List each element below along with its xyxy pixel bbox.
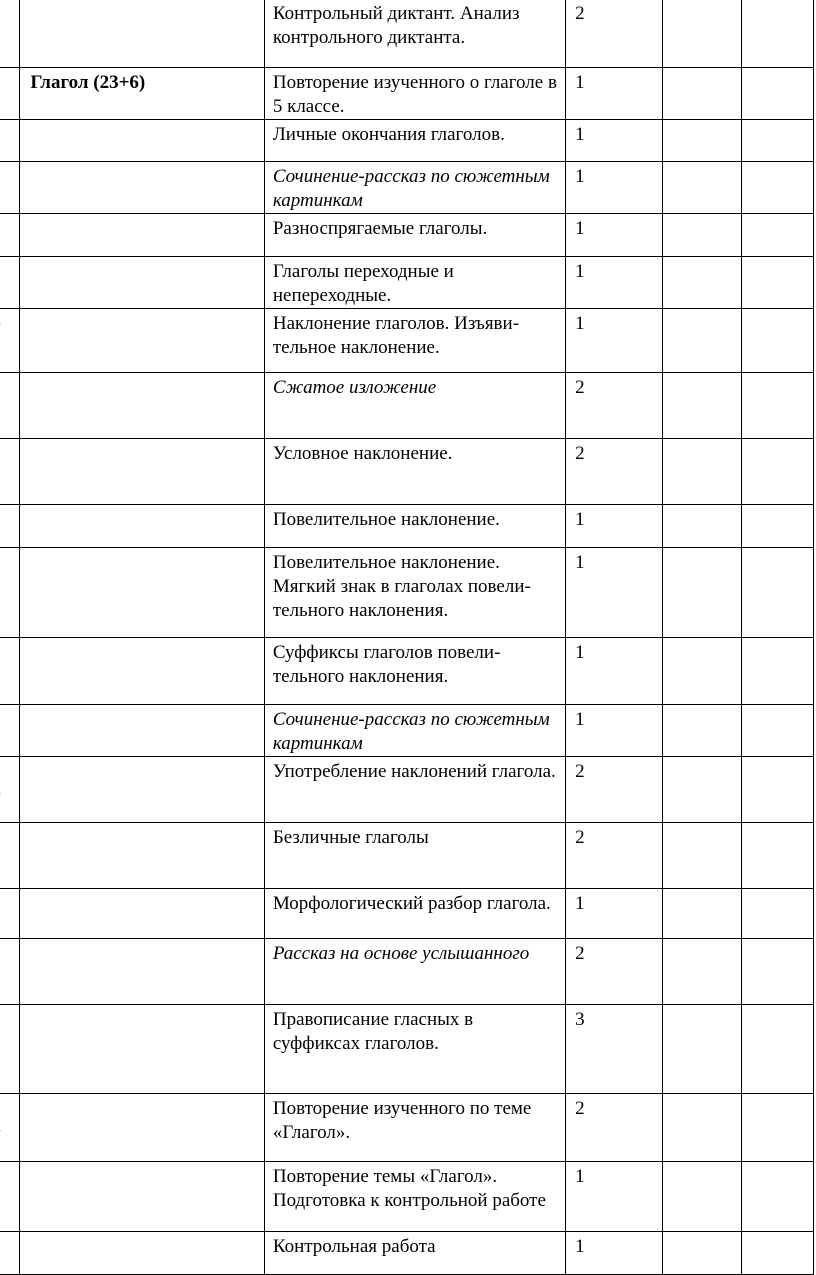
- empty-cell: [663, 373, 742, 439]
- empty-cell: [663, 638, 742, 705]
- lesson-number-cell: [0, 309, 20, 373]
- hours-cell: 1: [566, 162, 663, 214]
- section-cell: [20, 1232, 265, 1275]
- table-row: [0, 705, 814, 757]
- lesson-number-cell: [0, 1232, 20, 1275]
- empty-cell: [742, 889, 814, 939]
- lesson-number-cell: [0, 638, 20, 705]
- table-row: [0, 889, 814, 939]
- hours-cell: 2: [566, 757, 663, 823]
- topic-cell: Глаголы переходные и непереходные.: [264, 257, 565, 309]
- lesson-number-cell: [0, 68, 20, 120]
- empty-cell: [663, 939, 742, 1005]
- hours-cell: 1: [566, 68, 663, 120]
- lesson-number-cell: [0, 1005, 20, 1094]
- section-cell: [20, 1005, 265, 1094]
- lesson-number-cell: [0, 939, 20, 1005]
- empty-cell: [663, 548, 742, 638]
- topic-cell: Сочинение-рассказ по сюжетным картинкам: [264, 162, 565, 214]
- section-cell: [20, 162, 265, 214]
- empty-cell: [742, 1162, 814, 1232]
- empty-cell: [663, 705, 742, 757]
- empty-cell: [663, 1005, 742, 1094]
- section-cell: [20, 705, 265, 757]
- lesson-number-cell: [0, 889, 20, 939]
- table-row: [0, 68, 814, 120]
- table-row: [0, 162, 814, 214]
- empty-cell: [742, 162, 814, 214]
- section-title: Глагол (23+6): [20, 68, 265, 120]
- section-cell: [20, 505, 265, 548]
- lesson-number-cell: [0, 1094, 20, 1162]
- empty-cell: [742, 1005, 814, 1094]
- section-cell: [20, 757, 265, 823]
- topic-cell: Наклонение глаголов. Изъяви-тельное наклонение.: [264, 309, 565, 373]
- empty-cell: [663, 162, 742, 214]
- section-cell: [20, 0, 265, 68]
- topic-cell: Безличные глаголы: [264, 823, 565, 889]
- section-cell: [20, 214, 265, 257]
- hours-cell: 1: [566, 638, 663, 705]
- table-row: [0, 309, 814, 373]
- hours-cell: 2: [566, 0, 663, 68]
- section-cell: [20, 373, 265, 439]
- topic-cell: Суффиксы глаголов повели-тельного наклонения.: [264, 638, 565, 705]
- hours-cell: 1: [566, 309, 663, 373]
- empty-cell: [663, 214, 742, 257]
- empty-cell: [742, 309, 814, 373]
- table-row: [0, 1094, 814, 1162]
- empty-cell: [742, 373, 814, 439]
- empty-cell: [663, 0, 742, 68]
- lesson-number-cell: [0, 0, 20, 68]
- topic-cell: Контрольная работа: [264, 1232, 565, 1275]
- empty-cell: [742, 0, 814, 68]
- section-cell: [20, 1162, 265, 1232]
- section-cell: [20, 548, 265, 638]
- hours-cell: 2: [566, 939, 663, 1005]
- table-row: [0, 939, 814, 1005]
- section-cell: [20, 120, 265, 162]
- section-cell: [20, 939, 265, 1005]
- empty-cell: [663, 120, 742, 162]
- hours-cell: 2: [566, 823, 663, 889]
- topic-cell: Повелительное наклонение.: [264, 505, 565, 548]
- table-row: [0, 505, 814, 548]
- section-cell: [20, 889, 265, 939]
- empty-cell: [742, 257, 814, 309]
- hours-cell: 1: [566, 257, 663, 309]
- empty-cell: [663, 1094, 742, 1162]
- table-row: [0, 638, 814, 705]
- hours-cell: 1: [566, 120, 663, 162]
- lesson-number-cell: [0, 214, 20, 257]
- table-row: [0, 548, 814, 638]
- lesson-number-cell: [0, 257, 20, 309]
- empty-cell: [663, 505, 742, 548]
- topic-cell: Употребление наклонений глагола.: [264, 757, 565, 823]
- table-row: [0, 823, 814, 889]
- empty-cell: [742, 757, 814, 823]
- topic-cell: Повторение темы «Глагол». Подготовка к контрольной работе: [264, 1162, 565, 1232]
- hours-cell: 1: [566, 705, 663, 757]
- topic-cell: Повелительное наклонение. Мягкий знак в глаголах повели-тельного наклонения.: [264, 548, 565, 638]
- empty-cell: [742, 1232, 814, 1275]
- topic-cell: Личные окончания глаголов.: [264, 120, 565, 162]
- empty-cell: [663, 439, 742, 505]
- topic-cell: Повторение изученного о глаголе в 5 классе.: [264, 68, 565, 120]
- section-cell: [20, 638, 265, 705]
- hours-cell: 1: [566, 1162, 663, 1232]
- topic-cell: Контрольный диктант. Анализ контрольного диктанта.: [264, 0, 565, 68]
- lesson-number-cell: [0, 505, 20, 548]
- topic-cell: Рассказ на основе услышанного: [264, 939, 565, 1005]
- lesson-number-cell: [0, 757, 20, 823]
- lesson-number-cell: [0, 705, 20, 757]
- empty-cell: [742, 68, 814, 120]
- hours-cell: 2: [566, 373, 663, 439]
- topic-cell: Сочинение-рассказ по сюжетным картинкам: [264, 705, 565, 757]
- topic-cell: Условное наклонение.: [264, 439, 565, 505]
- table-row: [0, 757, 814, 823]
- empty-cell: [742, 439, 814, 505]
- empty-cell: [663, 309, 742, 373]
- empty-cell: [742, 939, 814, 1005]
- lesson-number-cell: [0, 373, 20, 439]
- topic-cell: Правописание гласных в суффиксах глаголов.: [264, 1005, 565, 1094]
- section-cell: [20, 823, 265, 889]
- empty-cell: [742, 1094, 814, 1162]
- lesson-number-cell: [0, 823, 20, 889]
- empty-cell: [663, 68, 742, 120]
- empty-cell: [742, 823, 814, 889]
- lesson-number-cell: [0, 1162, 20, 1232]
- section-cell: [20, 439, 265, 505]
- empty-cell: [663, 1162, 742, 1232]
- table-row: [0, 439, 814, 505]
- section-cell: [20, 309, 265, 373]
- table-row: [0, 373, 814, 439]
- hours-cell: 2: [566, 1094, 663, 1162]
- empty-cell: [663, 257, 742, 309]
- table-row: [0, 0, 814, 68]
- empty-cell: [742, 638, 814, 705]
- table-row: [0, 1232, 814, 1275]
- lesson-number-cell: [0, 120, 20, 162]
- topic-cell: Морфологический разбор глагола.: [264, 889, 565, 939]
- table-row: [0, 1005, 814, 1094]
- empty-cell: [663, 1232, 742, 1275]
- table-row: [0, 1162, 814, 1232]
- hours-cell: 3: [566, 1005, 663, 1094]
- empty-cell: [742, 548, 814, 638]
- table-row: [0, 257, 814, 309]
- empty-cell: [742, 214, 814, 257]
- topic-cell: Сжатое изложение: [264, 373, 565, 439]
- hours-cell: 1: [566, 214, 663, 257]
- topic-cell: Повторение изученного по теме «Глагол».: [264, 1094, 565, 1162]
- empty-cell: [742, 705, 814, 757]
- empty-cell: [663, 823, 742, 889]
- topic-cell: Разноспрягаемые глаголы.: [264, 214, 565, 257]
- empty-cell: [742, 505, 814, 548]
- hours-cell: 1: [566, 889, 663, 939]
- hours-cell: 1: [566, 1232, 663, 1275]
- table-row: [0, 120, 814, 162]
- empty-cell: [663, 757, 742, 823]
- hours-cell: 2: [566, 439, 663, 505]
- table-row: [0, 214, 814, 257]
- lesson-number-cell: [0, 548, 20, 638]
- empty-cell: [663, 889, 742, 939]
- hours-cell: 1: [566, 505, 663, 548]
- hours-cell: 1: [566, 548, 663, 638]
- empty-cell: [742, 120, 814, 162]
- lesson-number-cell: [0, 439, 20, 505]
- section-cell: [20, 257, 265, 309]
- lesson-number-cell: [0, 162, 20, 214]
- section-cell: [20, 1094, 265, 1162]
